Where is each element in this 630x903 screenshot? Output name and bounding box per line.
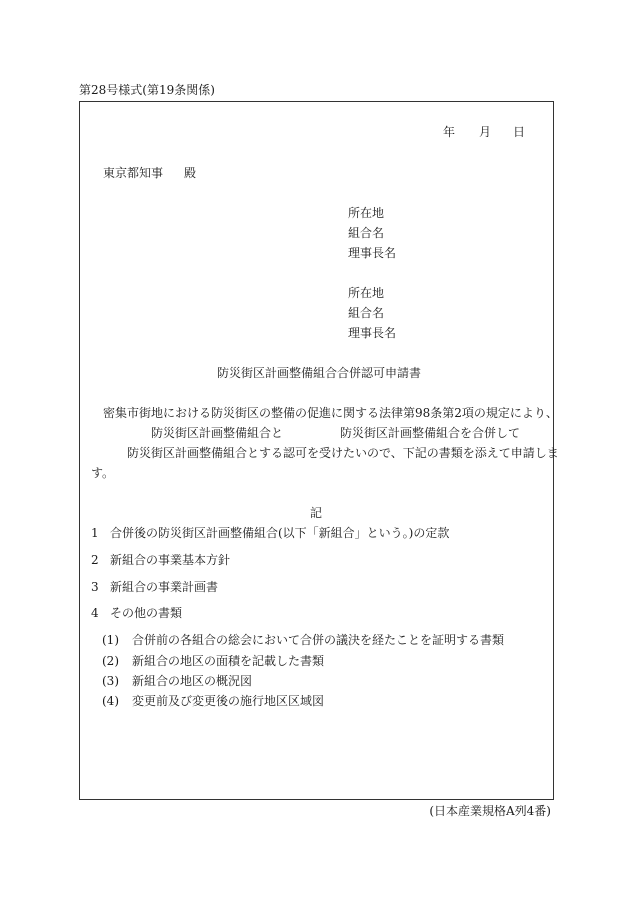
item-2-text: 新組合の事業基本方針 bbox=[110, 553, 231, 567]
body-line-1: 密集市街地における防災街区の整備の促進に関する法律第98条第2項の規定により、 bbox=[103, 406, 558, 420]
applicant-1-association-label: 組合名 bbox=[348, 226, 385, 240]
item-1-text: 合併後の防災街区計画整備組合(以下「新組合」という。)の定款 bbox=[110, 526, 450, 540]
body-line-3: 防災街区計画整備組合とする認可を受けたいので、下記の書類を添えて申請しま bbox=[127, 446, 559, 460]
body-line-4: す。 bbox=[91, 466, 115, 480]
body-line-2-part-2: 防災街区計画整備組合を合併して bbox=[340, 426, 521, 440]
applicant-1-director-label: 理事長名 bbox=[348, 246, 397, 260]
addressee-name: 東京都知事 bbox=[103, 166, 164, 180]
subitem-3-text: 新組合の地区の概況図 bbox=[132, 674, 253, 688]
subitem-4-text: 変更前及び変更後の施行地区区域図 bbox=[132, 694, 325, 708]
date-month-label: 月 bbox=[479, 125, 492, 139]
form-number: 第28号様式(第19条関係) bbox=[79, 83, 215, 97]
subitem-1-text: 合併前の各組合の総会において合併の議決を経たことを証明する書類 bbox=[132, 633, 505, 647]
document-title: 防災街区計画整備組合合併認可申請書 bbox=[217, 366, 422, 380]
item-3-number: 3 bbox=[91, 580, 99, 594]
body-line-2-part-1: 防災街区計画整備組合と bbox=[151, 426, 284, 440]
item-4-number: 4 bbox=[91, 606, 99, 620]
applicant-2-association-label: 組合名 bbox=[348, 306, 385, 320]
item-3-text: 新組合の事業計画書 bbox=[110, 580, 219, 594]
date-year-label: 年 bbox=[443, 125, 456, 139]
subitem-2-number: (2) bbox=[102, 654, 119, 668]
item-4-text: その他の書類 bbox=[110, 606, 183, 620]
applicant-2-director-label: 理事長名 bbox=[348, 326, 397, 340]
paper-size-note: (日本産業規格A列4番) bbox=[429, 804, 551, 818]
record-heading: 記 bbox=[310, 506, 323, 520]
addressee-honorific: 殿 bbox=[184, 166, 197, 180]
subitem-2-text: 新組合の地区の面積を記載した書類 bbox=[132, 654, 325, 668]
applicant-2-address-label: 所在地 bbox=[348, 286, 385, 300]
subitem-1-number: (1) bbox=[102, 633, 119, 647]
applicant-1-address-label: 所在地 bbox=[348, 206, 385, 220]
item-1-number: 1 bbox=[91, 526, 99, 540]
subitem-4-number: (4) bbox=[102, 694, 119, 708]
date-day-label: 日 bbox=[513, 125, 526, 139]
item-2-number: 2 bbox=[91, 553, 99, 567]
subitem-3-number: (3) bbox=[102, 674, 119, 688]
